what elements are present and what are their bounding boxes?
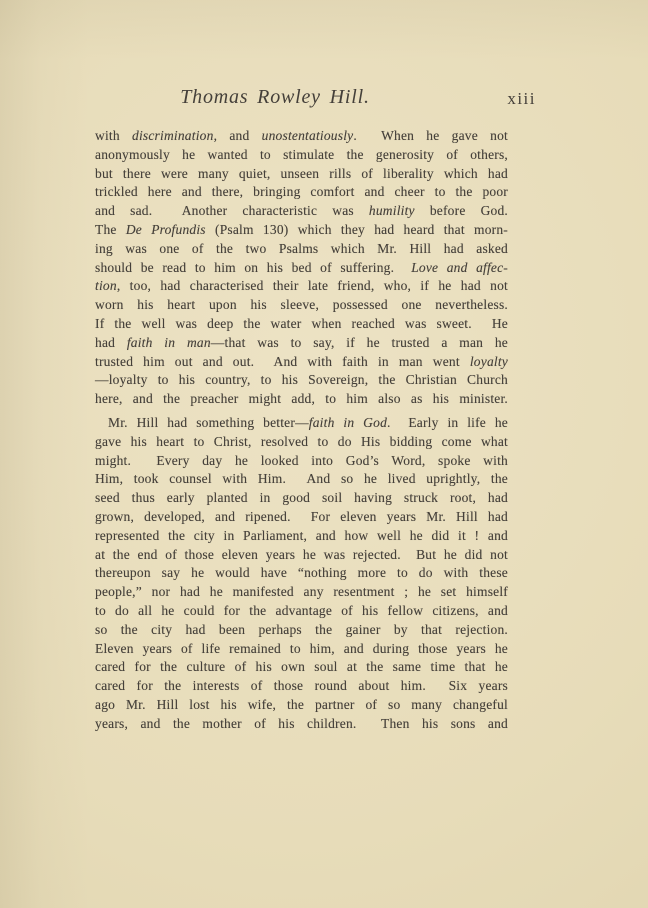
- text-line: thereupon say he would have “nothing more to do with these: [95, 565, 508, 581]
- text-line: to do all he could for the advantage of his fellow citizens, and: [95, 602, 508, 618]
- text-line: cared for the interests of those round about him. Six years: [95, 678, 508, 694]
- text-line: trickled here and there, bringing comfort and cheer to the poor: [95, 184, 508, 200]
- text-line: If the well was deep the water when reached was sweet. He: [95, 315, 508, 331]
- running-title: Thomas Rowley Hill.: [180, 86, 370, 108]
- text-line: Eleven years of life remained to him, and during those years he: [95, 640, 508, 656]
- page-header: [0, 86, 648, 118]
- paragraph: [95, 127, 508, 409]
- text-line: but there were many quiet, unseen rills of liberality which had: [95, 165, 508, 181]
- text-line: with discrimination, and unostentatiously. When he gave not: [95, 128, 508, 143]
- text-line: anonymously he wanted to stimulate the generosity of others,: [95, 146, 508, 162]
- paragraph: [95, 414, 508, 734]
- text-line: and sad. Another characteristic was humility before God.: [95, 203, 508, 219]
- text-line: ing was one of the two Psalms which Mr. Hill had asked: [95, 240, 508, 256]
- page-number: xiii: [507, 89, 536, 108]
- text-line: had faith in man—that was to say, if he trusted a man he: [95, 334, 508, 350]
- text-line: gave his heart to Christ, resolved to do His bidding come what: [95, 433, 508, 449]
- text-line: seed thus early planted in good soil having struck root, had: [95, 490, 508, 506]
- text-line: —loyalty to his country, to his Sovereign, the Christian Church: [95, 372, 508, 388]
- text-line: at the end of those eleven years he was rejected. But he did not: [95, 546, 508, 562]
- text-line: tion, too, had characterised their late friend, who, if he had not: [95, 278, 508, 294]
- text-line: cared for the culture of his own soul at the same time that he: [95, 659, 508, 675]
- text-line: should be read to him on his bed of suffering. Love and affec-: [95, 259, 508, 275]
- text-line: Mr. Hill had something better—faith in God. Early in life he: [108, 414, 509, 430]
- text-line: so the city had been perhaps the gainer by that rejection.: [95, 621, 508, 637]
- text-line: Him, took counsel with Him. And so he lived uprightly, the: [95, 471, 508, 487]
- body-text: [95, 127, 508, 734]
- text-line: The De Profundis (Psalm 130) which they had heard that morn-: [95, 221, 508, 237]
- text-line: ago Mr. Hill lost his wife, the partner of so many changeful: [95, 696, 508, 712]
- text-line: worn his heart upon his sleeve, possessed one nevertheless.: [95, 297, 508, 313]
- text-line: here, and the preacher might add, to him also as his minister.: [95, 391, 508, 407]
- text-line: people,” nor had he manifested any resentment ; he set himself: [95, 584, 508, 600]
- text-line: grown, developed, and ripened. For eleven years Mr. Hill had: [95, 508, 508, 524]
- text-line: represented the city in Parliament, and how well he did it ! and: [95, 527, 508, 543]
- text-line: might. Every day he looked into God’s Word, spoke with: [95, 452, 508, 468]
- text-line: trusted him out and out. And with faith in man went loyalty: [95, 353, 508, 369]
- text-line: years, and the mother of his children. Then his sons and: [95, 715, 508, 731]
